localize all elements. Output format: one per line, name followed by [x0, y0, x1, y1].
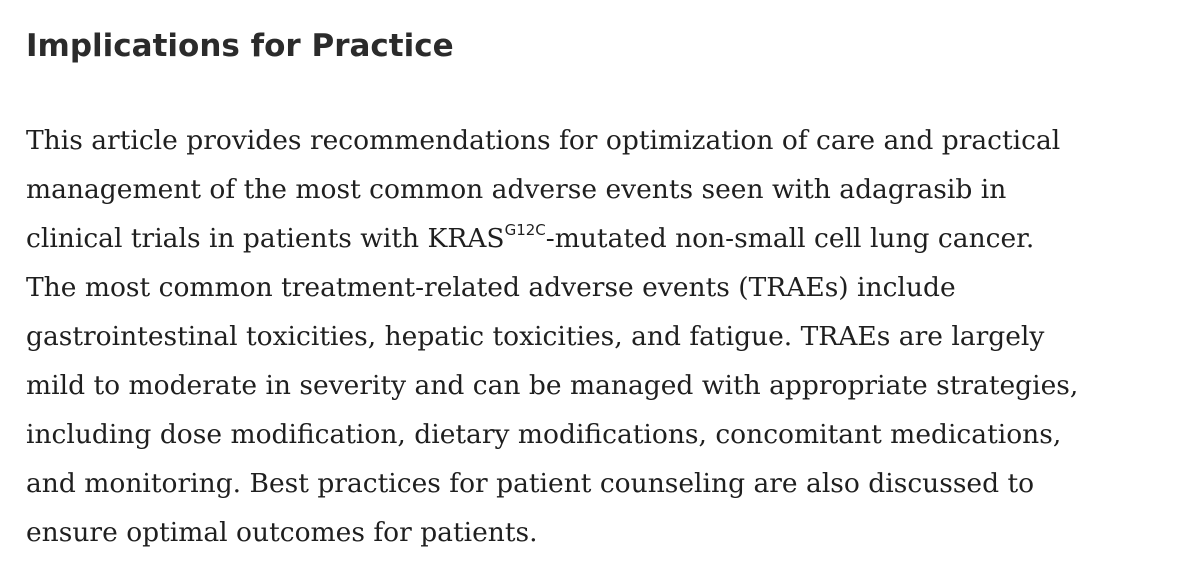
paragraph-line-8: and monitoring. Best practices for patient counseling are also discussed to: [26, 468, 1035, 499]
line-3-text-after: -mutated non-small cell lung cancer.: [545, 223, 1035, 254]
section-paragraph: [26, 116, 1186, 557]
paragraph-line-7: including dose modification, dietary modifications, concomitant medications,: [26, 419, 1062, 450]
paragraph-line-4: The most common treatment-related adverse events (TRAEs) include: [26, 272, 956, 303]
paragraph-line-3: [26, 214, 1186, 263]
section-heading: Implications for Practice: [26, 28, 454, 64]
paragraph-line-6: mild to moderate in severity and can be managed with appropriate strategies,: [26, 370, 1079, 401]
kras-superscript: G12C: [504, 221, 546, 239]
paragraph-line-9: ensure optimal outcomes for patients.: [26, 517, 538, 548]
paragraph-line-2: management of the most common adverse events seen with adagrasib in: [26, 174, 1007, 205]
line-3-text-before: clinical trials in patients with KRAS: [26, 223, 505, 254]
paragraph-line-5: gastrointestinal toxicities, hepatic toxicities, and fatigue. TRAEs are largely: [26, 321, 1045, 352]
paragraph-line-1: This article provides recommendations for optimization of care and practical: [26, 125, 1061, 156]
